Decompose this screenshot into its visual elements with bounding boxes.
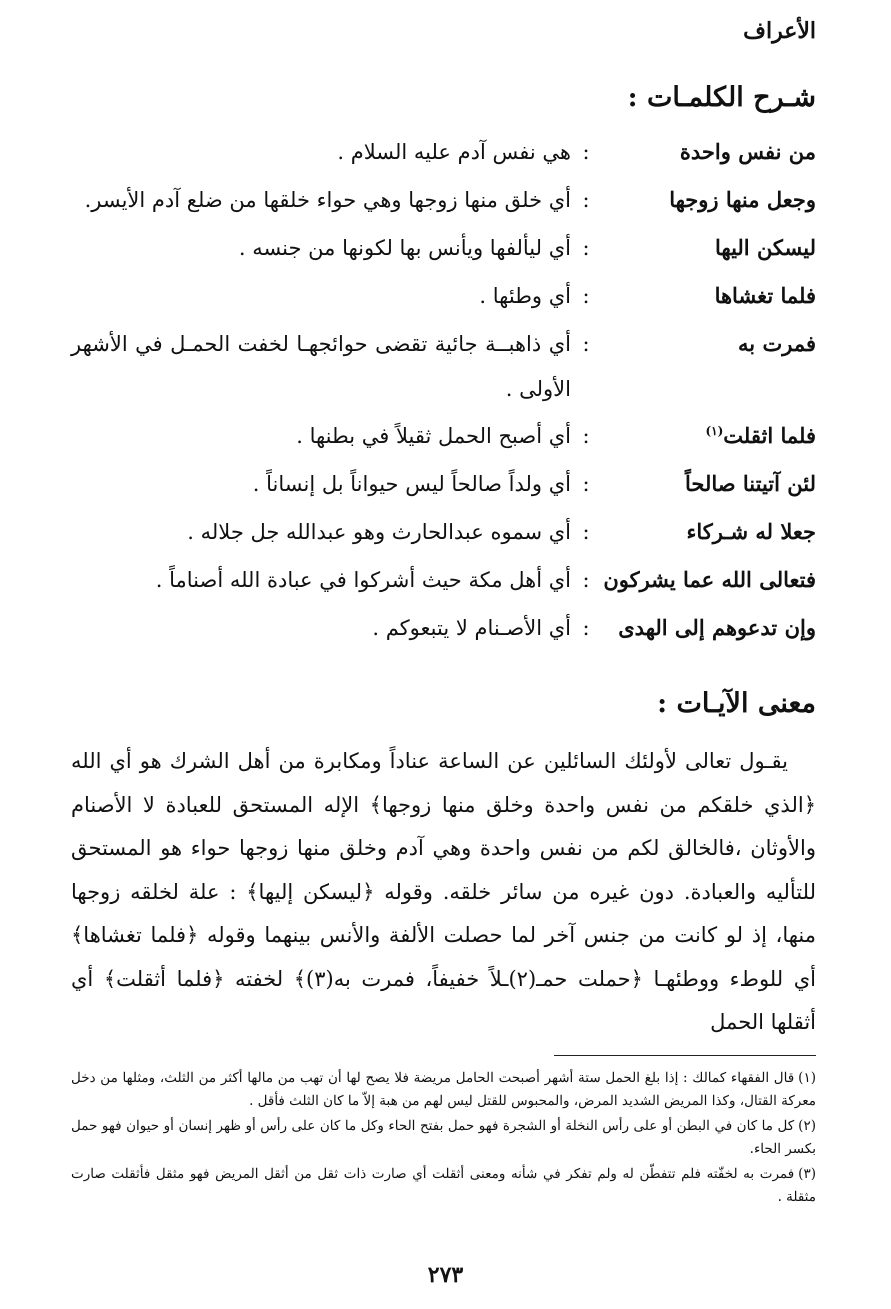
glossary-term: وإن تدعوهم إلى الهدى (618, 615, 816, 640)
glossary-term: من نفس واحدة (679, 139, 816, 164)
footnote (71, 1115, 816, 1161)
glossary-definition: أي ولداً صالحاً ليس حيواناً بل إنساناً . (252, 472, 571, 496)
glossary-colon: : (582, 568, 590, 592)
glossary-term: جعلا له شـركاء (686, 519, 816, 544)
footnote-text: فمرت به لخفّته فلم تتفطّن له ولم تفكر في شأنه ومعنى أثقلت أي صارت ذات ثقل من أثقل المريض فهو مثقل فأثقلت صارت مثقلة . (71, 1166, 816, 1205)
glossary-colon: : (582, 332, 590, 356)
glossary-colon: : (582, 188, 590, 212)
glossary-colon: : (582, 472, 590, 496)
glossary-term: ليسكن اليها (714, 235, 816, 260)
glossary-term: فتعالى الله عما يشركون (603, 567, 816, 592)
glossary-entry (71, 176, 816, 224)
footnote-number: (١) (798, 1070, 816, 1086)
meaning-title: معنى الآيـات : (657, 688, 816, 719)
glossary-definition: أي ذاهبــة جائية تقضى حوائجهـا لخفت الحمـل في الأشهر الأولى . (71, 332, 571, 401)
footnote-number: (٣) (798, 1166, 816, 1182)
glossary-title: شـرح الكلمـات : (627, 82, 816, 113)
glossary-definition: أي أهل مكة حيث أشركوا في عبادة الله أصناماً . (155, 568, 571, 592)
footnotes (71, 1067, 816, 1211)
glossary-term: وجعل منها زوجها (669, 187, 816, 212)
glossary-colon: : (582, 140, 590, 164)
glossary-term: فلما تغشاها (714, 283, 816, 308)
glossary-definition: أي خلق منها زوجها وهي حواء خلقها من ضلع آدم الأيسر. (84, 188, 571, 212)
footnote (71, 1067, 816, 1113)
page-number: ٢٧٣ (427, 1262, 464, 1288)
meaning-paragraph: يقـول تعالى لأولئك السائلين عن الساعة عناداً ومكابرة من أهل الشرك هو أي الله ﴿الذي خلقكم من نفس واحدة وخلق منها زوجها﴾ الإله المستحق للعبادة لا الأصنام والأوثان ،فالخالق لكم من نفس واحدة وهي آدم وخلق منها زوجها حواء هو المستحق للتأليه والعبادة. دون غيره من سائر خلقه. وقوله ﴿ليسكن إليها﴾ : علة لخلقه زوجها منها، إذ لو كانت من جنس آخر لما حصلت الألفة والأنس بينهما وقوله ﴿فلما تغشاها﴾ أي للوطء ووطئهـا ﴿حملت حمـ(٢)ـلاً خفيفاً، فمرت به(٣)﴾ لخفته ﴿فلما أثقلت﴾ أي أثقلها الحمل (71, 749, 816, 1034)
footnote-divider (554, 1055, 816, 1056)
footnote (71, 1163, 816, 1209)
glossary-term-text: فلما اثقلت (723, 423, 816, 448)
glossary-definition: أي الأصـنام لا يتبعوكم . (372, 616, 571, 640)
glossary-list (71, 128, 816, 652)
footnote-ref: (١) (705, 424, 724, 438)
glossary-colon: : (582, 236, 590, 260)
glossary-entry (71, 412, 816, 460)
glossary-definition: هي نفس آدم عليه السلام . (337, 140, 571, 164)
glossary-definition: أي وطئها . (479, 284, 571, 308)
footnote-number: (٢) (798, 1118, 816, 1134)
glossary-entry (71, 128, 816, 176)
glossary-colon: : (582, 520, 590, 544)
glossary-definition: أي أصبح الحمل ثقيلاً في بطنها . (296, 424, 571, 448)
glossary-entry (71, 320, 816, 412)
glossary-entry (71, 508, 816, 556)
glossary-term: فمرت به (738, 331, 816, 356)
glossary-colon: : (582, 616, 590, 640)
footnote-text: كل ما كان في البطن أو على رأس النخلة أو الشجرة فهو حمل بفتح الحاء وكل ما كان على رأس أو ظهر إنسان أو حيوان فهو حمل بكسر الحاء. (71, 1118, 816, 1157)
running-header-surah-name: الأعراف (743, 18, 816, 44)
glossary-term: لئن آتيتنا صالحاً (684, 471, 816, 496)
glossary-entry (71, 460, 816, 508)
glossary-term (601, 412, 816, 460)
glossary-definition: أي سموه عبدالحارث وهو عبدالله جل جلاله . (187, 520, 571, 544)
glossary-entry (71, 272, 816, 320)
glossary-colon: : (582, 424, 590, 448)
glossary-entry (71, 224, 816, 272)
glossary-entry (71, 556, 816, 604)
glossary-definition: أي ليألفها ويأنس بها لكونها من جنسه . (238, 236, 571, 260)
glossary-entry (71, 604, 816, 652)
glossary-colon: : (582, 284, 590, 308)
footnote-text: قال الفقهاء كمالك : إذا بلغ الحمل ستة أشهر أصبحت الحامل مريضة فلا يصح لها أن تهب من مالها أكثر من الثلث، ومثلها من دخل معركة القتال، وكذا المريض الشديد المرض، والمحبوس للقتل ليس لهم من هبة إلاّ ما كان الثلث فأقل . (71, 1070, 816, 1109)
